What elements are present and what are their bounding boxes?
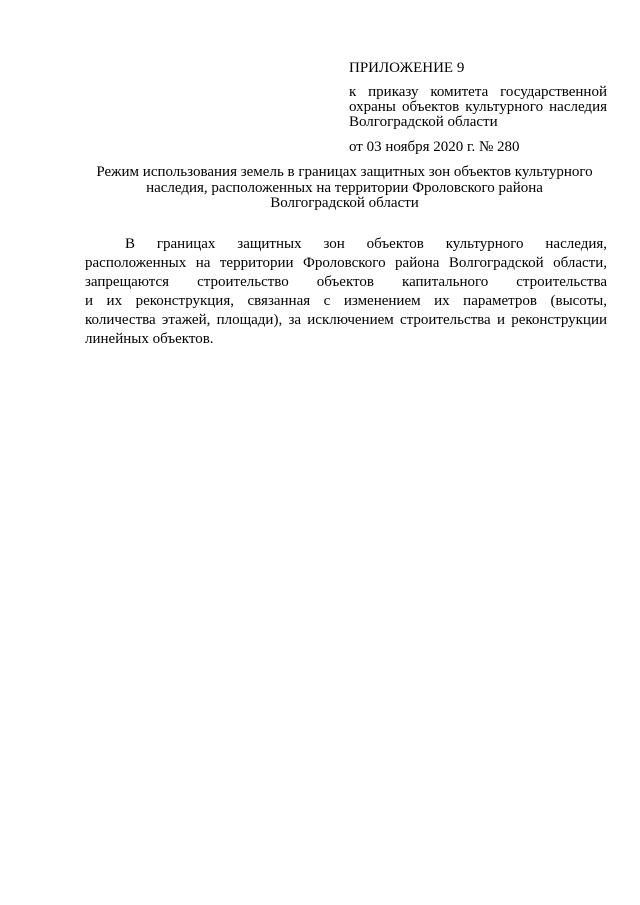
- document-title-line: наследия, расположенных на территории Фроловского района: [146, 179, 543, 196]
- body-line: линейных объектов.: [85, 331, 214, 347]
- body-line: количества этажей, площади), за исключением строительства и реконструкции: [85, 312, 607, 328]
- body-line: В границах защитных зон объектов культурного наследия,: [125, 236, 607, 252]
- appendix-order-line: Волгоградской области: [349, 114, 498, 130]
- appendix-order-reference: [349, 85, 607, 130]
- document-title-line: Волгоградской области: [270, 195, 419, 211]
- document-title: [82, 165, 607, 212]
- appendix-order-line: к приказу комитета государственной: [349, 84, 607, 100]
- body-line: запрещаются строительство объектов капитального строительства: [85, 274, 607, 290]
- body-line: расположенных на территории Фроловского района Волгоградской области,: [85, 255, 607, 271]
- appendix-order-date: от 03 ноября 2020 г. № 280: [349, 139, 520, 155]
- body-paragraph: [85, 235, 607, 349]
- appendix-order-line: охраны объектов культурного наследия: [349, 99, 607, 115]
- body-line: и их реконструкция, связанная с изменением их параметров (высоты,: [85, 293, 607, 309]
- appendix-number: ПРИЛОЖЕНИЕ 9: [349, 60, 465, 76]
- document-title-line: Режим использования земель в границах защитных зон объектов культурного: [96, 164, 593, 180]
